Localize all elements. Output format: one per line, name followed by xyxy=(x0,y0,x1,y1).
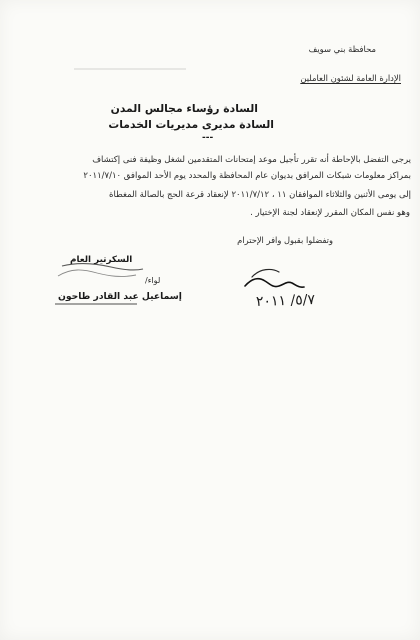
governorate-header: محافظة بني سويف xyxy=(308,44,376,54)
body-line-1: يرجى التفضل بالإحاطة أنه تقرر تأجيل موعد إمتحانات المتقدمين لشغل وظيفة فنى إكتشاف xyxy=(92,155,411,165)
body-line-2: بمراكز معلومات شبكات المرافق بديوان عام المحافظة والمحدد يوم الأحد الموافق ٢٠١١/٧/١٠ xyxy=(83,171,411,181)
signature-title: السكرتير العام xyxy=(70,255,133,265)
signature-flourish xyxy=(58,270,136,277)
handwritten-initials-top xyxy=(252,269,279,277)
recipient-line-2: السادة مديرى مديريات الخدمات xyxy=(108,118,274,131)
body-line-3: إلى يومى الأثنين والثلاثاء الموافقان ١١ ، ٢٠١١/٧/١٢ لإنعقاد قرعة الحج بالصالة المغطاة xyxy=(108,190,411,200)
recipient-line-1: السادة رؤساء مجالس المدن xyxy=(110,102,258,115)
signature-stroke xyxy=(62,263,143,270)
closing-line: وتفضلوا بقبول وافر الإحترام xyxy=(237,235,333,245)
handwritten-date: ٥/٧/ ٢٠١١ xyxy=(255,291,316,310)
body-line-4: وهو نفس المكان المقرر لإنعقاد لجنة الإختيار . xyxy=(250,208,410,218)
handwritten-initials xyxy=(245,279,304,287)
signature-rank: لواء/ xyxy=(145,276,161,285)
signature-name: إسماعيل عبد القادر طاحون xyxy=(58,291,182,302)
recipient-separator: --- xyxy=(202,133,214,143)
department-header: الإدارة العامة لشئون العاملين xyxy=(300,73,401,83)
